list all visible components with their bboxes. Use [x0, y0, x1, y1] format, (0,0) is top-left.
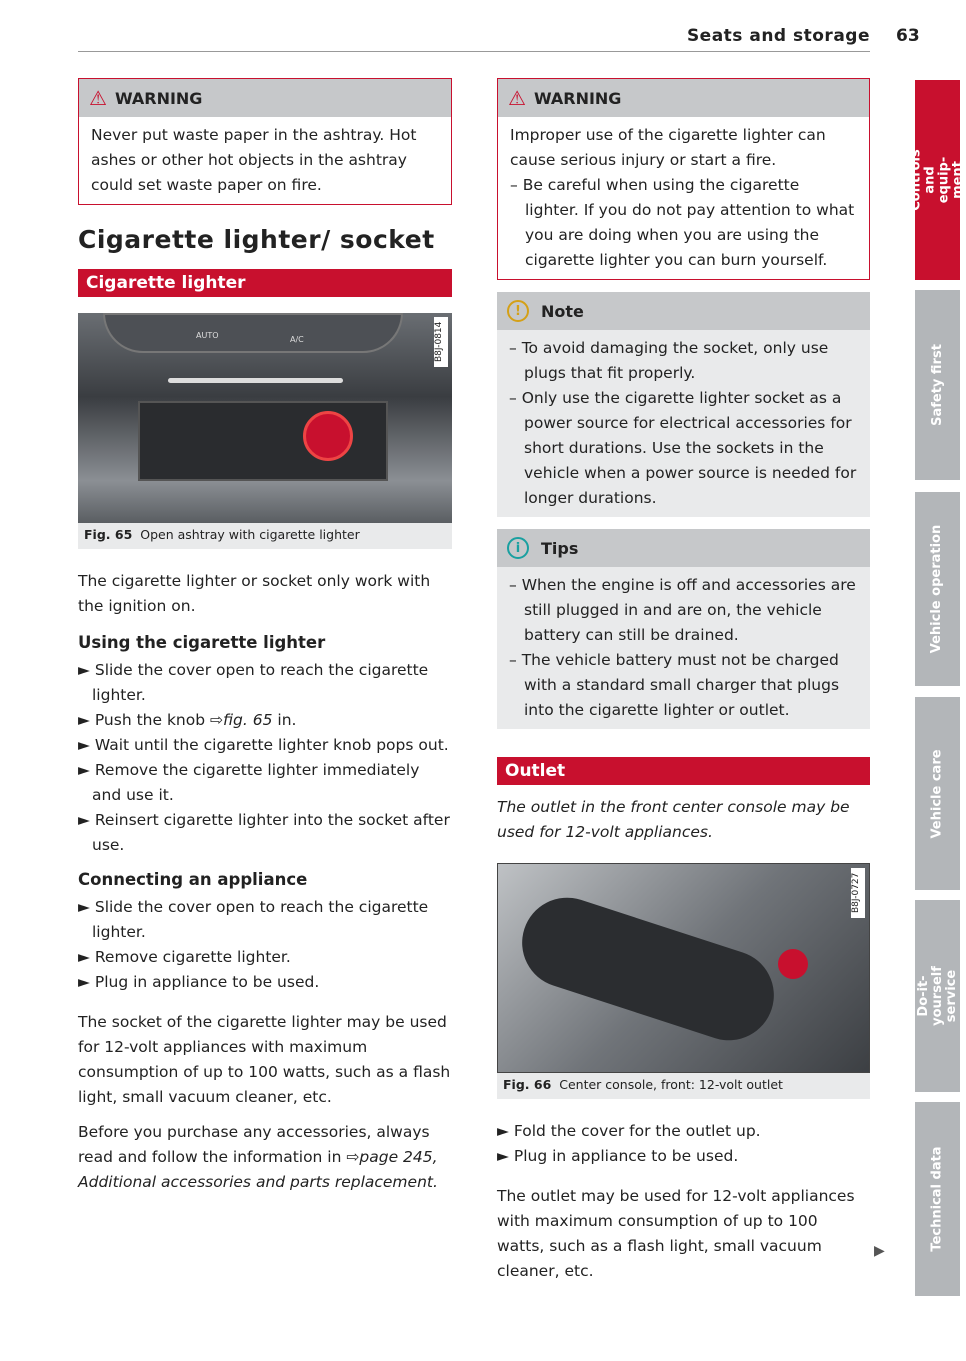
- warning-box: [497, 78, 870, 280]
- figure-number: Fig. 65: [84, 527, 133, 542]
- step-text: Reinsert cigarette lighter into the socket after use.: [92, 811, 450, 854]
- warning-title: WARNING: [533, 88, 622, 108]
- step: ► Slide the cover open to reach the cigarette lighter.: [78, 661, 429, 704]
- socket-paragraph: The socket of the cigarette lighter may be used for 12-volt appliances with maximum consumption of up to 100 watts, such as a flash light, small vacuum cleaner, etc.: [78, 1013, 451, 1106]
- tab-safety-first[interactable]: [915, 290, 960, 480]
- tab-label: Controls and equip- ment: [908, 149, 966, 211]
- outlet-heading-bar: Outlet: [497, 757, 870, 785]
- warning-body: [498, 117, 869, 279]
- tips-box: [497, 529, 870, 729]
- subheading-bar: Cigarette lighter: [78, 269, 452, 297]
- outlet-steps: [497, 1119, 870, 1169]
- tips-header: [497, 529, 870, 567]
- ac-label: A/C: [290, 335, 304, 344]
- warning-item: – Be careful when using the cigarette lighter. If you do not pay attention to what you are doing when you are using the cigarette lighter you can burn yourself.: [510, 176, 855, 269]
- tips-item: – When the engine is off and accessories are still plugged in and are on, the vehicle battery can still be drained.: [509, 576, 856, 644]
- page-link[interactable]: page 245, Additional accessories and parts replacement.: [78, 1148, 438, 1191]
- note-item: – Only use the cigarette lighter socket as a power source for electrical accessories for short durations. Use the sockets in the vehicle when a power source is needed for longer durations.: [509, 389, 857, 507]
- step-text: Wait until the cigarette lighter knob pops out.: [94, 736, 449, 754]
- page-heading: Cigarette lighter/ socket: [78, 225, 435, 254]
- lighter-knob: [303, 411, 353, 461]
- note-title: Note: [541, 301, 584, 321]
- arrow-ref-icon: ⇨: [210, 711, 224, 729]
- step-text: Slide the cover open to reach the cigarette lighter.: [92, 661, 429, 704]
- warning-box: [78, 78, 452, 205]
- figure-caption: [78, 523, 452, 549]
- accessories-paragraph: [78, 1120, 452, 1195]
- arrow-ref-icon: ⇨: [346, 1148, 360, 1166]
- warning-title: WARNING: [114, 88, 203, 108]
- step-text: Slide the cover open to reach the cigarette lighter.: [92, 898, 429, 941]
- step-text: Remove cigarette lighter.: [94, 948, 291, 966]
- tab-label: Vehicle care: [929, 748, 945, 839]
- step: ► Push the knob ⇨fig. 65 in.: [78, 711, 297, 729]
- tips-title: Tips: [541, 538, 579, 558]
- tab-technical-data[interactable]: [915, 1102, 960, 1296]
- auto-label: AUTO: [196, 331, 219, 340]
- left-column: [78, 78, 452, 1195]
- note-item: – To avoid damaging the socket, only use plugs that fit properly.: [509, 339, 829, 382]
- note-box: [497, 292, 870, 517]
- tips-item: – The vehicle battery must not be charged with a standard small charger that plugs into the cigarette lighter or outlet.: [509, 651, 840, 719]
- step: ► Fold the cover for the outlet up.: [497, 1122, 761, 1140]
- step-text: in.: [277, 711, 297, 729]
- item-text: Only use the cigarette lighter socket as a power source for electrical accessories for short durations. Use the sockets in the vehicle when a power source is needed for longer durations.: [521, 389, 857, 507]
- header-rule: [78, 51, 870, 52]
- step: ► Wait until the cigarette lighter knob pops out.: [78, 736, 449, 754]
- warning-icon: ⚠: [89, 86, 107, 110]
- tab-controls-and-equipment[interactable]: [908, 80, 966, 280]
- warning-text: Improper use of the cigarette lighter can cause serious injury or start a fire.: [510, 126, 826, 169]
- paragraph-text: Before you purchase any accessories, always read and follow the information in: [78, 1123, 430, 1166]
- figure-caption: [497, 1073, 870, 1099]
- warning-text: Never put waste paper in the ashtray. Hot ashes or other hot objects in the ashtray could set waste paper on fire.: [79, 117, 451, 204]
- tab-vehicle-operation[interactable]: [915, 492, 960, 686]
- figure-66-image: [497, 863, 870, 1073]
- item-text: The vehicle battery must not be charged with a standard small charger that plugs into the cigarette lighter or outlet.: [521, 651, 840, 719]
- continue-arrow-icon: ▶: [874, 1243, 885, 1259]
- exclamation-circle-icon: !: [507, 300, 529, 322]
- note-header: [497, 292, 870, 330]
- figure-caption-text: Open ashtray with cigarette lighter: [140, 527, 360, 542]
- step: ► Remove the cigarette lighter immediately and use it.: [78, 761, 420, 804]
- figure-caption-text: Center console, front: 12-volt outlet: [559, 1077, 783, 1092]
- warning-header: [498, 79, 869, 117]
- figure-code: B8J-0727: [851, 868, 865, 918]
- warning-header: [79, 79, 451, 117]
- page-number: 63: [896, 26, 920, 46]
- tab-vehicle-care[interactable]: [915, 697, 960, 890]
- tab-do-it-yourself-service[interactable]: [915, 900, 960, 1092]
- step: ► Remove cigarette lighter.: [78, 948, 291, 966]
- item-text: To avoid damaging the socket, only use plugs that fit properly.: [521, 339, 829, 382]
- step-text: Plug in appliance to be used.: [513, 1147, 739, 1165]
- using-steps: [78, 658, 452, 858]
- step: ► Slide the cover open to reach the cigarette lighter.: [78, 898, 429, 941]
- info-circle-icon: i: [507, 537, 529, 559]
- tab-label: Do-it-yourself service: [915, 966, 959, 1026]
- step-text: Push the knob: [94, 711, 206, 729]
- intro-text: The cigarette lighter or socket only work with the ignition on.: [78, 572, 431, 615]
- figure-65-image: [78, 313, 452, 523]
- item-text: Be careful when using the cigarette lighter. If you do not pay attention to what you are doing when you are using the cigarette lighter you can burn yourself.: [522, 176, 855, 269]
- tab-label: Safety first: [929, 344, 945, 426]
- right-column: [497, 78, 870, 1284]
- step: ► Reinsert cigarette lighter into the socket after use.: [78, 811, 450, 854]
- step-text: Fold the cover for the outlet up.: [513, 1122, 761, 1140]
- section-title: Seats and storage: [686, 26, 870, 46]
- figure-link[interactable]: fig. 65: [223, 711, 273, 729]
- step: ► Plug in appliance to be used.: [78, 973, 320, 991]
- step-text: Remove the cigarette lighter immediately and use it.: [92, 761, 420, 804]
- warning-icon: ⚠: [508, 86, 526, 110]
- item-text: When the engine is off and accessories are still plugged in and are on, the vehicle battery can still be drained.: [521, 576, 856, 644]
- figure-code: B8J-0814: [434, 317, 448, 367]
- connect-steps: [78, 895, 452, 995]
- outlet-intro: The outlet in the front center console may be used for 12-volt appliances.: [497, 798, 850, 841]
- step-text: Plug in appliance to be used.: [94, 973, 320, 991]
- step: ► Plug in appliance to be used.: [497, 1147, 739, 1165]
- outlet-cap: [778, 949, 808, 979]
- tab-label: Technical data: [929, 1146, 945, 1252]
- connect-heading: Connecting an appliance: [78, 870, 308, 889]
- tips-body: [497, 567, 870, 729]
- outlet-paragraph: The outlet may be used for 12-volt appliances with maximum consumption of up to 100 watts, such as a flash light, small vacuum cleaner, etc.: [497, 1187, 855, 1280]
- using-heading: Using the cigarette lighter: [78, 633, 326, 652]
- tab-label: Vehicle operation: [929, 524, 945, 654]
- figure-number: Fig. 66: [503, 1077, 552, 1092]
- note-body: [497, 330, 870, 517]
